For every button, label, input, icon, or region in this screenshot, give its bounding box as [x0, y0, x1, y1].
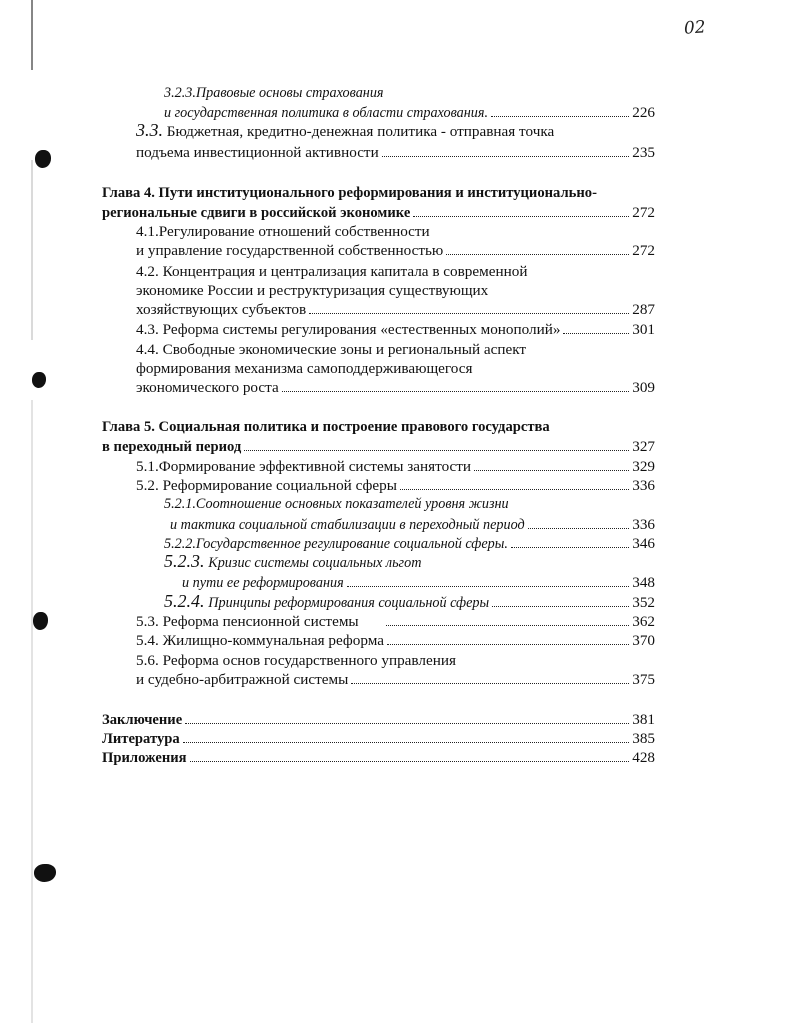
- toc-entry-text: 5.2. Реформирование социальной сферы: [136, 477, 397, 494]
- dot-leader: [528, 528, 630, 529]
- toc-entry-text: 5.4. Жилищно-коммунальная реформа: [136, 632, 384, 649]
- chapter-heading: в переходный период: [102, 439, 242, 455]
- page-number: 329: [632, 458, 655, 475]
- binding-hole-mark: [32, 372, 46, 388]
- dot-leader: [492, 606, 629, 607]
- dot-leader: [563, 333, 629, 334]
- toc-entry-text: 5.2.2.Государственное регулирование социальной сферы.: [164, 536, 508, 552]
- toc-entry[interactable]: [182, 573, 655, 593]
- dot-leader: [282, 391, 630, 392]
- chapter-heading: Глава 5. Социальная политика и построение правового государства: [102, 419, 550, 435]
- dot-leader: [185, 723, 629, 724]
- toc-entry-text: формирования механизма самоподдерживающегося: [136, 360, 473, 377]
- toc-entry-text: и государственная политика в области страхования.: [164, 105, 489, 121]
- binding-hole-mark: [33, 612, 48, 630]
- section-number: 3.3.: [136, 120, 163, 140]
- dot-leader: [387, 644, 629, 645]
- toc-entry-text: 4.2. Концентрация и централизация капитала в современной: [136, 263, 528, 280]
- page-number: 327: [632, 438, 655, 455]
- toc-entry[interactable]: [136, 612, 655, 631]
- toc-entry-text: Литература: [102, 731, 180, 747]
- toc-entry-conclusion[interactable]: [102, 710, 655, 730]
- dot-leader: [190, 761, 630, 762]
- toc-entry-text: Кризис системы социальных льгот: [208, 555, 422, 571]
- page-number: 226: [632, 104, 655, 121]
- toc-entry-text: и тактика социальной стабилизации в переходный период: [170, 517, 525, 533]
- page-number: 370: [632, 632, 655, 649]
- toc-entry[interactable]: [102, 203, 655, 223]
- page-number: 235: [632, 144, 655, 161]
- section-number: 5.2.4.: [164, 591, 205, 611]
- toc-entry[interactable]: [164, 534, 655, 554]
- page-number: 309: [632, 379, 655, 396]
- toc-entry-text: 4.4. Свободные экономические зоны и региональный аспект: [136, 341, 527, 358]
- toc-entry-text: 5.6. Реформа основ государственного управления: [136, 652, 456, 669]
- toc-entry[interactable]: [136, 476, 655, 495]
- toc-entry-literature[interactable]: [102, 729, 655, 749]
- chapter-heading: региональные сдвиги в российской экономике: [102, 205, 411, 221]
- binding-hole-mark: [35, 150, 51, 168]
- dot-leader: [382, 156, 630, 157]
- section-number: 5.2.3.: [164, 551, 205, 571]
- page-number: 428: [632, 749, 655, 766]
- dot-leader: [446, 254, 629, 255]
- toc-entry-appendices[interactable]: [102, 748, 655, 768]
- toc-entry[interactable]: [136, 457, 655, 476]
- dot-leader: [400, 489, 629, 490]
- toc-entry[interactable]: [164, 103, 655, 123]
- page-number: 336: [632, 477, 655, 494]
- toc-entry-text: 5.2.1.Соотношение основных показателей уровня жизни: [164, 496, 509, 512]
- toc-entry-text: хозяйствующих субъектов: [136, 301, 307, 318]
- dot-leader: [511, 547, 629, 548]
- page-number: 381: [632, 711, 655, 728]
- toc-entry[interactable]: [136, 241, 655, 260]
- page-number: 272: [632, 204, 655, 221]
- toc-entry-text: 3.2.3.Правовые основы страхования: [164, 85, 384, 101]
- page-number: 346: [632, 535, 655, 552]
- dot-leader: [474, 470, 629, 471]
- page-number: 362: [632, 613, 655, 630]
- toc-entry[interactable]: [170, 515, 655, 535]
- toc-entry-text: 4.3. Реформа системы регулирования «естественных монополий»: [136, 321, 561, 338]
- handwritten-annotation: 02: [683, 17, 707, 39]
- toc-entry[interactable]: [136, 320, 655, 339]
- dot-leader: [351, 683, 629, 684]
- toc-entry-text: экономике России и реструктуризация существующих: [136, 282, 489, 299]
- toc-entry-text: 5.1.Формирование эффективной системы занятости: [136, 458, 472, 475]
- dot-leader: [347, 586, 630, 587]
- toc-entry-text: [164, 552, 421, 573]
- page-number: 287: [632, 301, 655, 318]
- toc-entry[interactable]: [102, 437, 655, 457]
- chapter-heading: Глава 4. Пути институционального реформирования и институционально-: [102, 185, 597, 201]
- toc-entry[interactable]: [164, 592, 655, 613]
- toc-entry[interactable]: [136, 143, 655, 162]
- toc-entry-text: Принципы реформирования социальной сферы: [208, 595, 490, 611]
- toc-entry-text: [136, 121, 554, 141]
- toc-entry-text: подъема инвестиционной активности: [136, 144, 379, 161]
- page-number: 385: [632, 730, 655, 747]
- toc-entry[interactable]: [136, 300, 655, 319]
- toc-entry-text: Приложения: [102, 750, 187, 766]
- toc-entry[interactable]: [136, 631, 655, 650]
- page-number: 301: [632, 321, 655, 338]
- toc-entry-text: и управление государственной собственностью: [136, 242, 444, 259]
- toc-entry[interactable]: [136, 670, 655, 689]
- toc-entry-text: Заключение: [102, 712, 183, 728]
- toc-entry-text: 5.3. Реформа пенсионной системы: [136, 613, 359, 630]
- page-number: 348: [632, 574, 655, 591]
- page-number: 272: [632, 242, 655, 259]
- toc-entry-text: 4.1.Регулирование отношений собственности: [136, 223, 430, 240]
- page-number: 375: [632, 671, 655, 688]
- toc-entry-text: [164, 592, 489, 613]
- dot-leader: [413, 216, 629, 217]
- binding-hole-mark: [34, 864, 56, 882]
- dot-leader: [386, 625, 630, 626]
- scan-edge: [31, 0, 33, 1023]
- page-number: 352: [632, 594, 655, 611]
- toc-entry-text: и пути ее реформирования: [182, 575, 344, 591]
- dot-leader: [491, 116, 629, 117]
- dot-leader: [309, 313, 629, 314]
- toc-entry-text: экономического роста: [136, 379, 279, 396]
- dot-leader: [244, 450, 629, 451]
- page-number: 336: [632, 516, 655, 533]
- toc-entry[interactable]: [136, 378, 655, 397]
- toc-entry-text: и судебно-арбитражной системы: [136, 671, 349, 688]
- dot-leader: [183, 742, 630, 743]
- toc-entry-text: Бюджетная, кредитно-денежная политика - отправная точка: [166, 123, 555, 140]
